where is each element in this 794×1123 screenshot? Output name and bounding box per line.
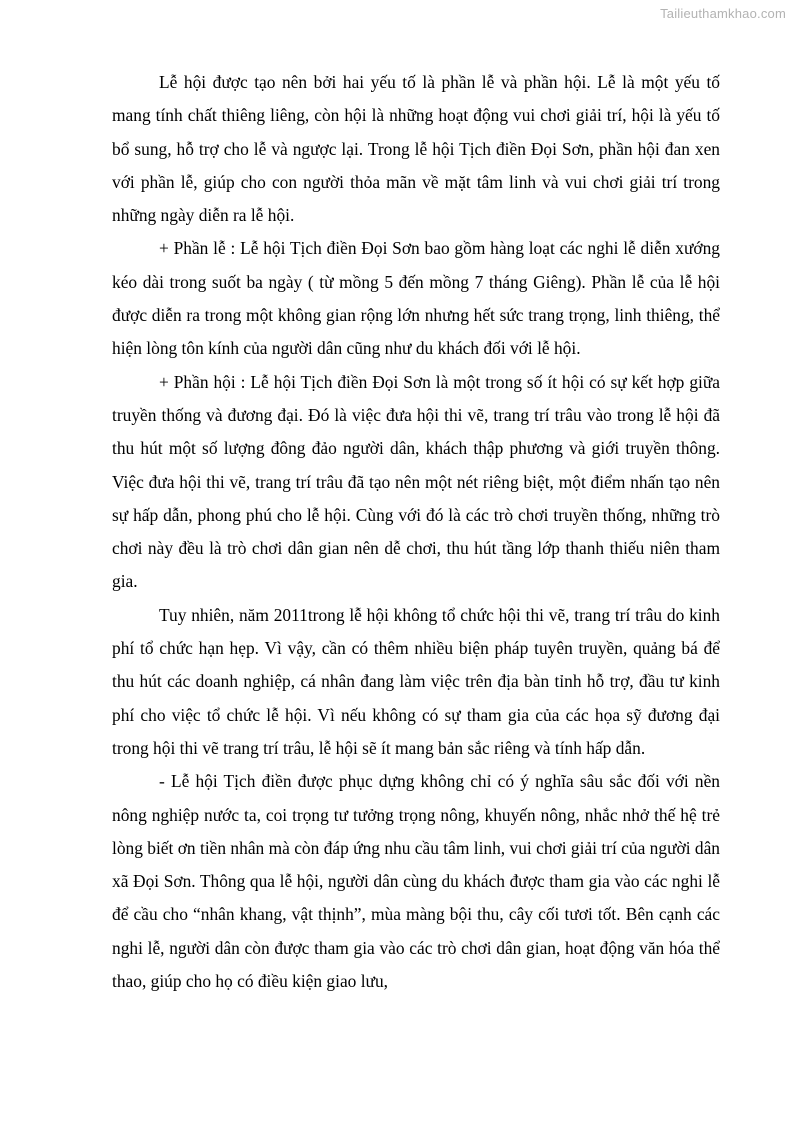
paragraph-tuy-nhien: Tuy nhiên, năm 2011trong lễ hội không tổ chức hội thi vẽ, trang trí trâu do kinh phí tổ chức hạn hẹp. Vì vậy, cần có thêm nhiều biện pháp tuyên truyền, quảng bá để thu hút các doanh nghiệp, cá nhân đang làm việc trên địa bàn tỉnh hỗ trợ, đầu tư kinh phí cho việc tổ chức lễ hội. Vì nếu không có sự tham gia của các họa sỹ đương đại trong hội thi vẽ trang trí trâu, lễ hội sẽ ít mang bản sắc riêng và tính hấp dẫn.	[112, 604, 720, 758]
paragraph-phuc-dung: - Lễ hội Tịch điền được phục dựng không chỉ có ý nghĩa sâu sắc đối với nền nông nghiệp nước ta, coi trọng tư tưởng trọng nông, khuyến nông, nhắc nhở thế hệ trẻ lòng biết ơn tiền nhân mà còn đáp ứng nhu cầu tâm linh, vui chơi giải trí của người dân xã Đọi Sơn. Thông qua lễ hội, người dân cùng du khách được tham gia vào các nghi lễ để cầu cho “nhân khang, vật thịnh”, mùa màng bội thu, cây cối tươi tốt. Bên cạnh các nghi lễ, người dân còn được tham gia vào các trò chơi dân gian, hoạt động văn hóa thể thao, giúp cho họ có điều kiện giao lưu,	[112, 771, 720, 992]
watermark-text: Tailieuthamkhao.com	[660, 6, 786, 21]
paragraph-phan-hoi: + Phần hội : Lễ hội Tịch điền Đọi Sơn là một trong số ít hội có sự kết hợp giữa truyền thống và đương đại. Đó là việc đưa hội thi vẽ, trang trí trâu vào trong lễ hội đã thu hút một số lượng đông đảo người dân, khách thập phương và giới truyền thông. Việc đưa hội thi vẽ, trang trí trâu đã tạo nên một nét riêng biệt, một điểm nhấn tạo nên sự hấp dẫn, phong phú cho lễ hội. Cùng với đó là các trò chơi truyền thống, những trò chơi này đều là trò chơi dân gian nên dễ chơi, thu hút tầng lớp thanh thiếu niên tham gia.	[112, 371, 720, 592]
document-body	[112, 66, 720, 998]
paragraph-phan-le: + Phần lễ : Lễ hội Tịch điền Đọi Sơn bao gồm hàng loạt các nghi lễ diễn xướng kéo dài trong suốt ba ngày ( từ mồng 5 đến mồng 7 tháng Giêng). Phần lễ của lễ hội được diễn ra trong một không gian rộng lớn nhưng hết sức trang trọng, linh thiêng, thể hiện lòng tôn kính của người dân cũng như du khách đối với lễ hội.	[112, 238, 720, 359]
paragraph-intro: Lễ hội được tạo nên bởi hai yếu tố là phần lễ và phần hội. Lễ là một yếu tố mang tính chất thiêng liêng, còn hội là những hoạt động vui chơi giải trí, hội là yếu tố bổ sung, hỗ trợ cho lễ và ngược lại. Trong lễ hội Tịch điền Đọi Sơn, phần hội đan xen với phần lễ, giúp cho con người thỏa mãn về mặt tâm linh và vui chơi giải trí trong những ngày diễn ra lễ hội.	[112, 72, 720, 226]
